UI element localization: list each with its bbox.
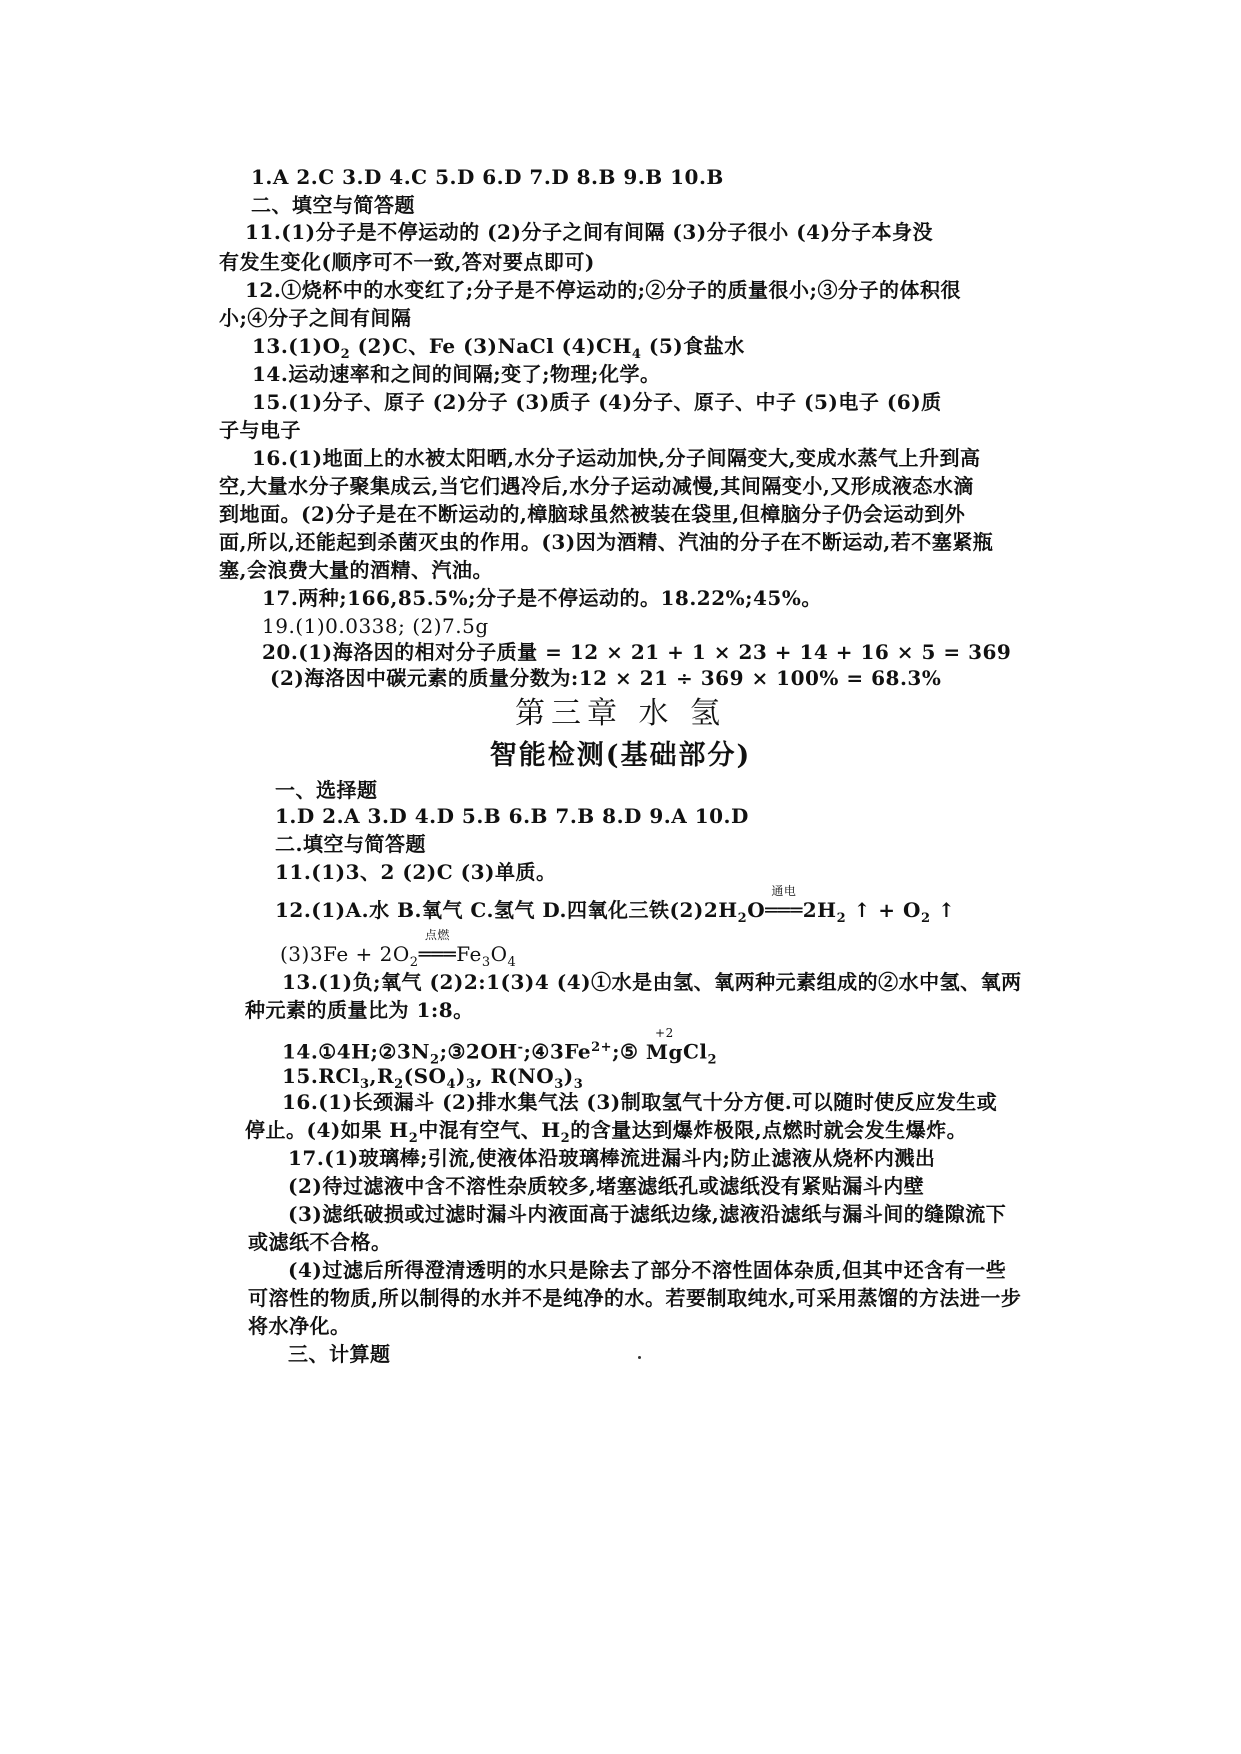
reaction-arrow: 点燃 ═══ <box>418 928 457 966</box>
section-heading: 二、填空与简答题 <box>251 193 415 217</box>
answer-line: $14.①4H;②3N_2;③2OH^-;④3Fe^{2+};⑤$ +2 MgCl$_2$ <box>282 1025 718 1068</box>
reaction-arrow: 通电 ═══ <box>765 884 803 922</box>
answer-line: 19.(1)0.0338; (2)7.5g <box>262 614 489 638</box>
answer-line: $(3)3Fe + 2O_2$ 点燃 $═══Fe_3O_4$ <box>280 928 517 970</box>
answer-line: 11.(1)分子是不停运动的 (2)分子之间有间隔 (3)分子很小 (4)分子本身没 <box>245 220 934 244</box>
answer-line: 到地面。(2)分子是在不断运动的,樟脑球虽然被装在袋里,但樟脑分子仍会运动到外 <box>219 502 966 526</box>
answer-line: 空,大量水分子聚集成云,当它们遇冷后,水分子运动减慢,其间隔变小,又形成液态水滴 <box>219 474 974 498</box>
answer-line: 将水净化。 <box>248 1314 351 1338</box>
answer-line: 有发生变化(顺序可不一致,答对要点即可) <box>219 250 595 274</box>
answer-line: 20.(1)海洛因的相对分子质量 = 12 × 21 + 1 × 23 + 14 + 16 × 5 = 369 <box>262 640 1012 664</box>
answer-line: (3)滤纸破损或过滤时漏斗内液面高于滤纸边缘,滤液沿滤纸与漏斗间的缝隙流下 <box>288 1202 1007 1226</box>
mc-answers-line: 1.D 2.A 3.D 4.D 5.B 6.B 7.B 8.D 9.A 10.D <box>275 804 749 828</box>
answer-line: 子与电子 <box>219 418 301 442</box>
answer-line: (2)待过滤液中含不溶性杂质较多,堵塞滤纸孔或滤纸没有紧贴漏斗内壁 <box>288 1174 925 1198</box>
answer-line: 12.①烧杯中的水变红了;分子是不停运动的;②分子的质量很小;③分子的体积很 <box>245 278 961 302</box>
speck-mark <box>638 1356 641 1359</box>
answer-line: 17.(1)玻璃棒;引流,使液体沿玻璃棒流进漏斗内;防止滤液从烧杯内溅出 <box>288 1146 936 1170</box>
answer-line: 13.(1)负;氧气 (2)2:1(3)4 (4)①水是由氢、氧两种元素组成的②水中氢、氧两 <box>282 970 1022 994</box>
answer-line: 11.(1)3、2 (2)C (3)单质。 <box>275 860 557 884</box>
answer-line: (2)海洛因中碳元素的质量分数为:12 × 21 ÷ 369 × 100% = 68.3% <box>270 666 942 690</box>
answer-line: 16.(1)长颈漏斗 (2)排水集气法 (3)制取氢气十分方便.可以随时使反应发生或 <box>282 1090 998 1114</box>
chapter-subtitle: 智能检测(基础部分) <box>489 740 752 771</box>
reaction-condition: 通电 <box>771 884 797 898</box>
reaction-condition: 点燃 <box>424 928 450 942</box>
valence-mark: +2 Mg <box>645 1025 683 1064</box>
answer-line: 塞,会浪费大量的酒精、汽油。 <box>219 558 493 582</box>
answer-line: 或滤纸不合格。 <box>248 1230 392 1254</box>
answer-line: (4)过滤后所得澄清透明的水只是除去了部分不溶性固体杂质,但其中还含有一些 <box>288 1258 1007 1282</box>
answer-line: 14.运动速率和之间的间隔;变了;物理;化学。 <box>252 362 661 386</box>
answer-line: 17.两种;166,85.5%;分子是不停运动的。18.22%;45%。 <box>262 586 822 610</box>
answer-line: $15.RCl_3,R_2(SO_4)_3$, $R(NO_3)_3$ <box>282 1064 584 1092</box>
answer-line: 12.(1)A.水 B.氧气 C.氢气 D.四氧化三铁$(2)2H_2O$ 通电 $═══2H_2$ ↑ + $O_2$ ↑ <box>275 884 956 926</box>
section-heading: 一、选择题 <box>275 778 378 802</box>
answer-line: 面,所以,还能起到杀菌灭虫的作用。(3)因为酒精、汽油的分子在不断运动,若不塞紧瓶 <box>219 530 994 554</box>
section-heading: 三、计算题 <box>288 1342 391 1366</box>
section-heading: 二.填空与简答题 <box>275 832 426 856</box>
answer-line: 停止。(4)如果 $H_2$中混有空气、$H_2$的含量达到爆炸极限,点燃时就会发生爆炸。 <box>245 1118 968 1146</box>
answer-line: 16.(1)地面上的水被太阳晒,水分子运动加快,分子间隔变大,变成水蒸气上升到高 <box>252 446 981 470</box>
answer-line: $13.(1)O_2$ (2)C、Fe (3)NaCl $(4)CH_4$ (5)食盐水 <box>252 334 745 362</box>
answer-line: 种元素的质量比为 1:8。 <box>245 998 474 1022</box>
mc-answers-line: 1.A 2.C 3.D 4.C 5.D 6.D 7.D 8.B 9.B 10.B <box>251 165 724 189</box>
chapter-title: 第三章 水 氢 <box>514 696 727 731</box>
answer-line: 15.(1)分子、原子 (2)分子 (3)质子 (4)分子、原子、中子 (5)电子 (6)质 <box>252 390 942 414</box>
answer-line: 小;④分子之间有间隔 <box>219 306 412 330</box>
answer-line: 可溶性的物质,所以制得的水并不是纯净的水。若要制取纯水,可采用蒸馏的方法进一步 <box>248 1286 1022 1310</box>
